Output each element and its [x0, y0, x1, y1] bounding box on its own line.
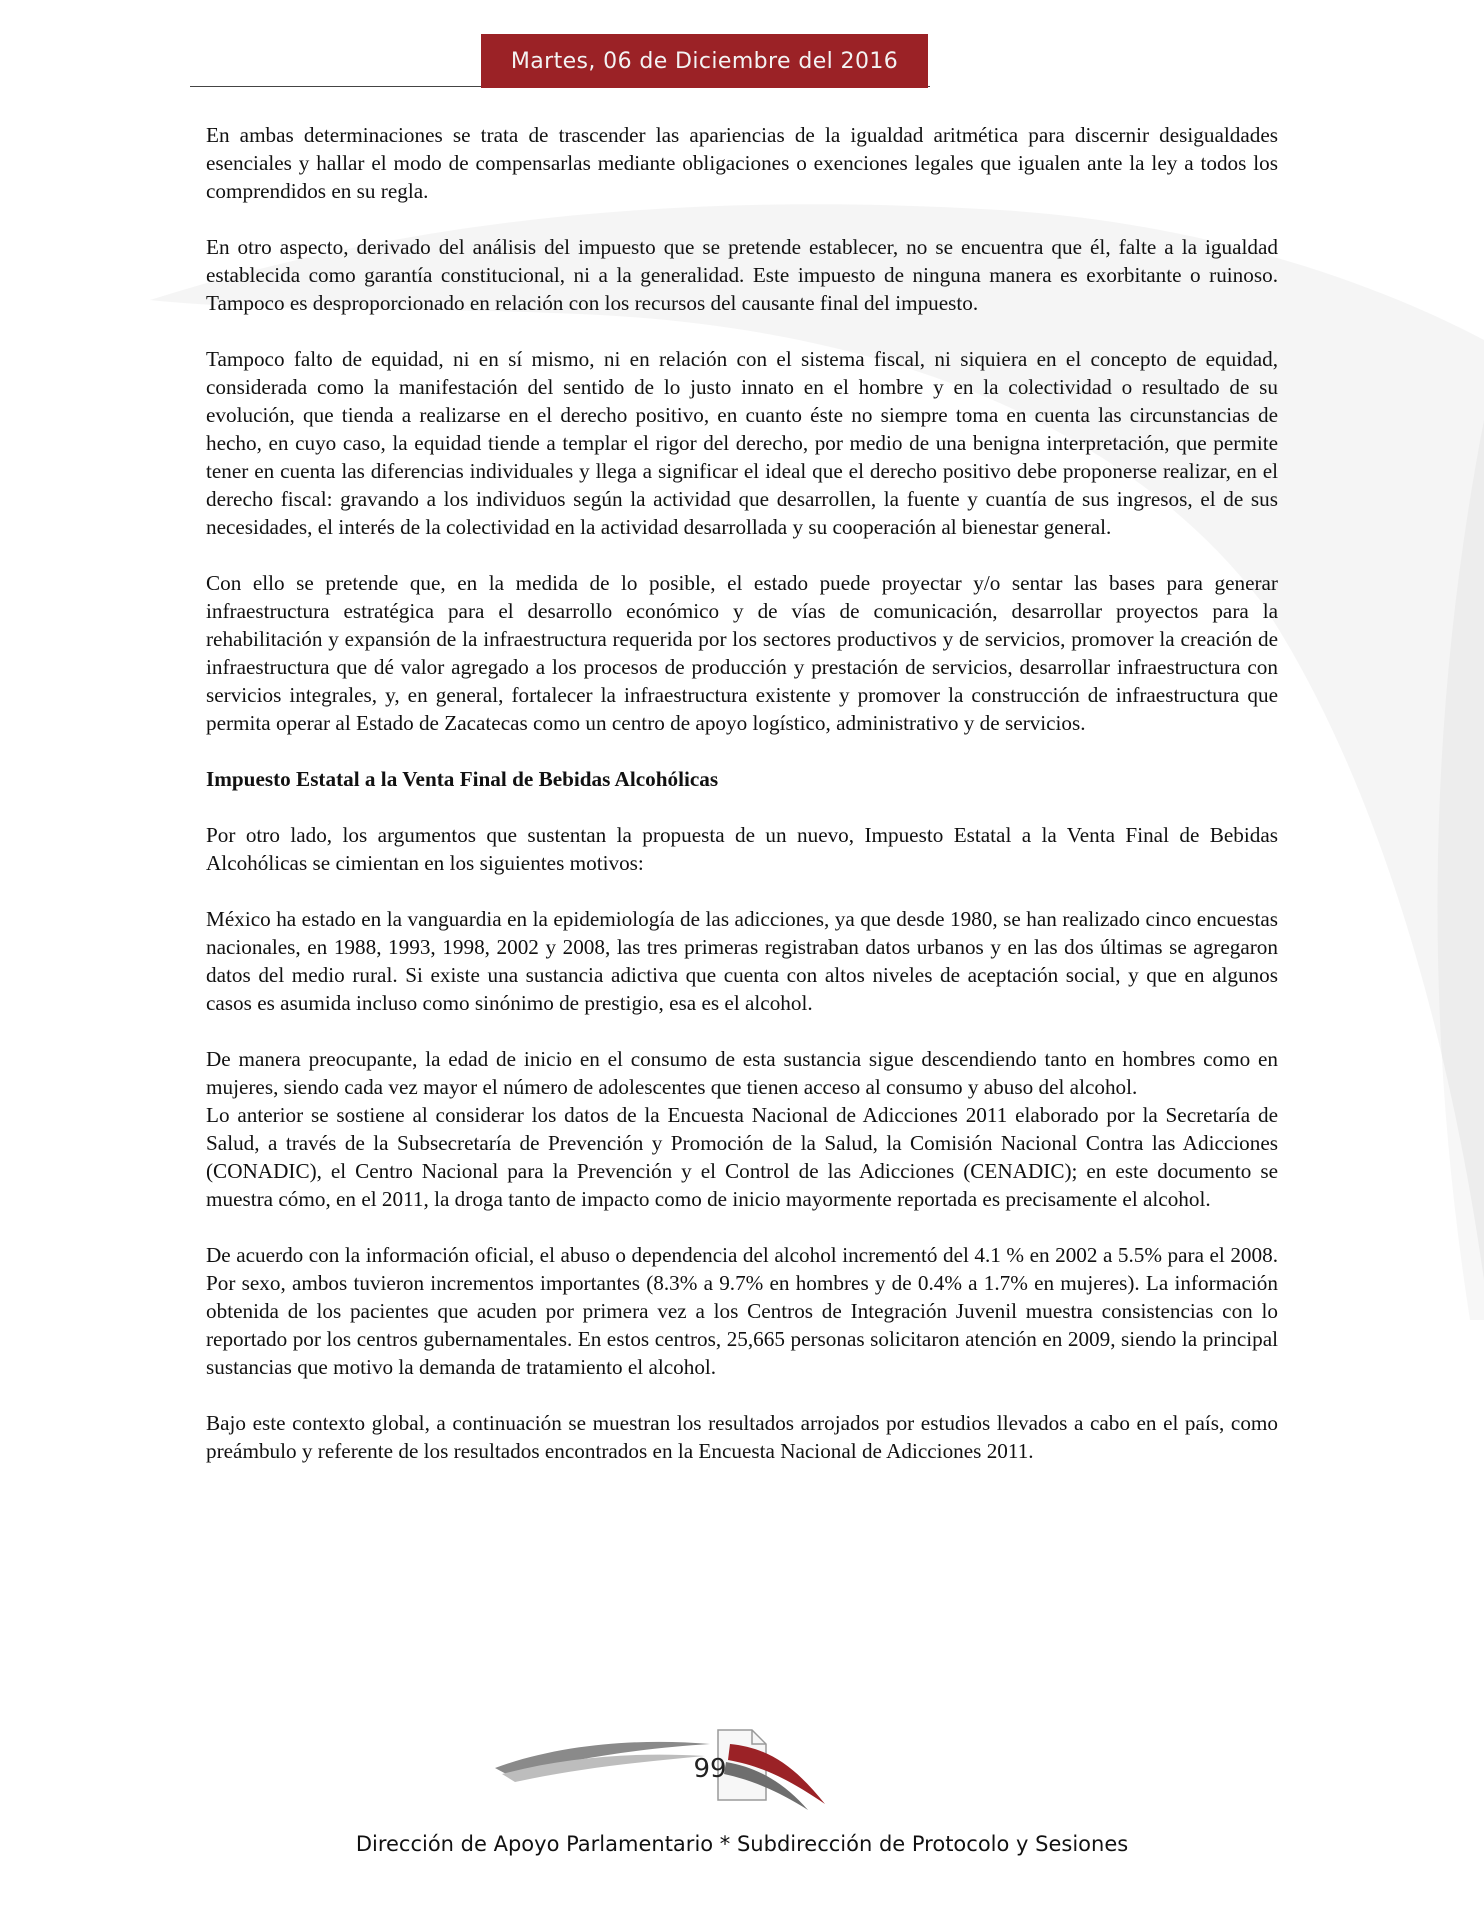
paragraph: Con ello se pretende que, en la medida de lo posible, el estado puede proyectar y/o sentar las bases para generar infraestructura estratégica para el desarrollo económico y de vías de comunicación, desarrollar proyectos para la rehabilitación y expansión de la infraestructura requerida por los sectores productivos y de servicios, promover la creación de infraestructura que dé valor agregado a los procesos de producción y prestación de servicios, desarrollar infraestructura con servicios integrales, y, en general, fortalecer la infraestructura existente y promover la construcción de infraestructura que permita operar al Estado de Zacatecas como un centro de apoyo logístico, administrativo y de servicios. [206, 571, 1278, 735]
section-heading: Impuesto Estatal a la Venta Final de Bebidas Alcohólicas [206, 767, 719, 791]
paragraph: De manera preocupante, la edad de inicio en el consumo de esta sustancia sigue descendiendo tanto en hombres como en mujeres, siendo cada vez mayor el número de adolescentes que tienen acceso al consumo y abuso del alcohol. [206, 1047, 1278, 1099]
paragraph: México ha estado en la vanguardia en la epidemiología de las adicciones, ya que desde 1980, se han realizado cinco encuestas nacionales, en 1988, 1993, 1998, 2002 y 2008, las tres primeras registraban datos urbanos y en las dos últimas se agregaron datos del medio rural. Si existe una sustancia adictiva que cuenta con altos niveles de aceptación social, y que en algunos casos es asumida incluso como sinónimo de prestigio, esa es el alcohol. [206, 907, 1278, 1015]
paragraph: De acuerdo con la información oficial, el abuso o dependencia del alcohol incrementó del 4.1 % en 2002 a 5.5% para el 2008. Por sexo, ambos tuvieron incrementos importantes (8.3% a 9.7% en hombres y de 0.4% a 1.7% en mujeres). La información obtenida de los pacientes que acuden por primera vez a los Centros de Integración Juvenil muestra consistencias con lo reportado por los centros gubernamentales. En estos centros, 25,665 personas solicitaron atención en 2009, siendo la principal sustancias que motivo la demanda de tratamiento el alcohol. [206, 1243, 1278, 1379]
paragraph: En otro aspecto, derivado del análisis del impuesto que se pretende establecer, no se encuentra que él, falte a la igualdad establecida como garantía constitucional, ni a la generalidad. Este impuesto de ninguna manera es exorbitante o ruinoso. Tampoco es desproporcionado en relación con los recursos del causante final del impuesto. [206, 235, 1278, 315]
paragraph: Bajo este contexto global, a continuación se muestran los resultados arrojados por estudios llevados a cabo en el país, como preámbulo y referente de los resultados encontrados en la Encuesta Nacional de Adicciones 2011. [206, 1411, 1278, 1463]
paragraph: Lo anterior se sostiene al considerar los datos de la Encuesta Nacional de Adicciones 2011 elaborado por la Secretaría de Salud, a través de la Subsecretaría de Prevención y Promoción de la Salud, la Comisión Nacional Contra las Adicciones (CONADIC), el Centro Nacional para la Prevención y el Control de las Adicciones (CENADIC); en este documento se muestra cómo, en el 2011, la droga tanto de impacto como de inicio mayormente reportada es precisamente el alcohol. [206, 1103, 1278, 1211]
document-body [206, 121, 1278, 1493]
paragraph: Tampoco falto de equidad, ni en sí mismo, ni en relación con el sistema fiscal, ni siquiera en el concepto de equidad, considerada como la manifestación del sentido de lo justo innato en el hombre y en la colectividad o resultado de su evolución, que tienda a realizarse en el derecho positivo, en cuanto éste no siempre toma en cuenta las circunstancias de hecho, en cuyo caso, la equidad tiende a templar el rigor del derecho, por medio de una benigna interpretación, que permite tener en cuenta las diferencias individuales y llega a significar el ideal que el derecho positivo debe proponerse realizar, en el derecho fiscal: gravando a los individuos según la actividad que desarrollen, la fuente y cuantía de sus ingresos, el de sus necesidades, el interés de la colectividad en la actividad desarrollada y su cooperación al bienestar general. [206, 347, 1278, 539]
paragraph: Por otro lado, los argumentos que sustentan la propuesta de un nuevo, Impuesto Estatal a la Venta Final de Bebidas Alcohólicas se cimientan en los siguientes motivos: [206, 823, 1278, 875]
date-banner: Martes, 06 de Diciembre del 2016 [481, 34, 928, 88]
paragraph: En ambas determinaciones se trata de trascender las apariencias de la igualdad aritmética para discernir desigualdades esenciales y hallar el modo de compensarlas mediante obligaciones o exenciones legales que igualen ante la ley a todos los comprendidos en su regla. [206, 123, 1278, 203]
footer-text: Dirección de Apoyo Parlamentario * Subdirección de Protocolo y Sesiones [355, 1832, 1129, 1856]
page-number: 99 [693, 1754, 727, 1784]
